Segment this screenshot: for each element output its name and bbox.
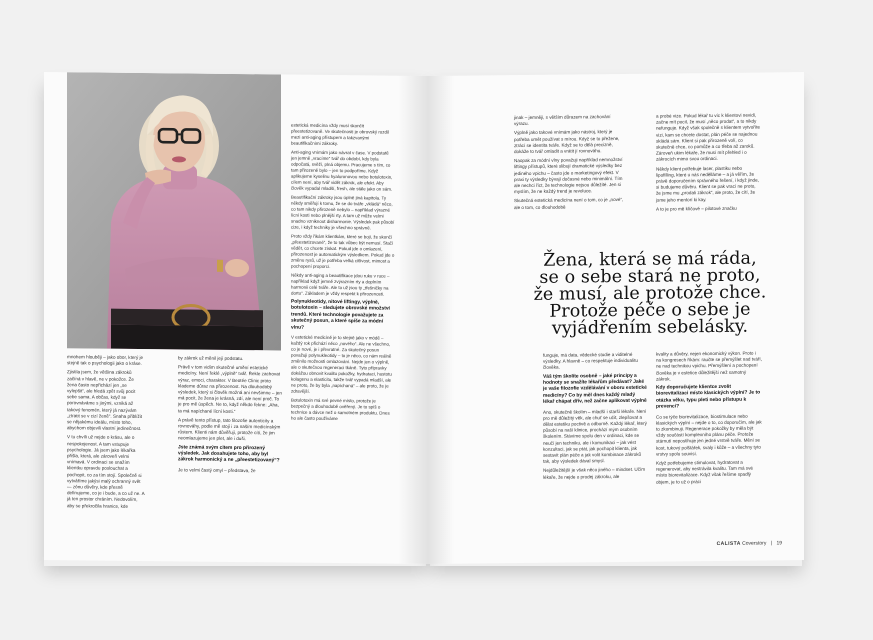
magazine-name: CALISTA — [716, 540, 741, 547]
pull-quote-line: Žena, která se má ráda, — [543, 248, 757, 271]
page-number: 19 — [776, 540, 782, 547]
left-page-column-2 — [178, 355, 282, 477]
paragraph: mnohem hlouběji – jako obor, který je stejně tak o psychologii jako o kráse. — [67, 354, 144, 367]
paragraph: by zákrok už měnil její podstatu. — [178, 355, 244, 362]
left-page — [44, 72, 428, 564]
right-page-column-1-top — [514, 114, 624, 214]
pull-quote — [500, 250, 800, 338]
paragraph: V tu chvíli už nejde o krásu, ale o nespokojenost. A tam vstupuje psychologie. Já jsem jako lékařka přišla, která, ale zároveň velmi vnímavá. V ordinaci se snažím klientku opravdu poslouchat a pochopit, co za tím stojí. Společně si vytváříme jakýsi malý ochranný svět — zónu důvěry, kde přesně definujeme, co je i bude, a co už ne. A já ten prostor chráním. Nedovolím, aby se překročila hranice, kde — [67, 434, 145, 509]
paragraph: Botulotoxin má své pevné místo, protože je bezpečný a dlouhodobě ověřený. Je to spíš o technice a dávce než o samotném produktu. Dnes ho ale často používáme — [291, 397, 390, 422]
page-footer — [717, 540, 782, 547]
paragraph: kvality a důvěry, nejen ekonomický výkon. Proto i na kongresech říkám: raučte se přemýšlet nad tváří, ne nad technikou vpichu. Přemýšlení a pochopení člověka je v estetice důležitější než samotný zákrok. — [656, 350, 762, 382]
paragraph: funguje, má data, vědecké studie a viditelné výsledky. A hlavně – co respektuje individualitu člověka. — [543, 351, 638, 371]
paragraph: jinak – jemněji, s větším důrazem na zachování výrazu. — [514, 114, 611, 127]
interview-question: Polynukleotidy, nitové liftingy, výplně, botulotoxin – sledujete obrovské množství trendů. Které technologie považujete za skutečný posun, a které spíše za módní vlnu? — [291, 299, 390, 331]
paragraph: Co se týče biorevitalizace, biostimulace nebo klasických výplní – nejde o to, co doporučím, ale jak to zkombinuji. Regenerace pokožky by měla být vždy součástí komplexního plánu péče. Protože stárnutí nepostihuje jen jedné vrstvě tváře. Mění se kost, tukový polštářek, svaly i kůže – a všechny tyto vrstvy spolu souvisí. — [656, 413, 762, 457]
pull-quote-line: vyjádřením sebelásky. — [551, 316, 749, 339]
paragraph: Někdy anti-aging a beautifikace jdou ruku v ruce – například když jemně zvýrazním rty a doplním harmonii celé tváře. Ale to už jsou ty „třešničky na dortu“. Základem je vždy respekt k přirozenosti. — [291, 272, 390, 297]
portrait-photo — [67, 72, 281, 350]
left-page-column-3 — [291, 123, 395, 426]
interview-question: Váš tým školíte osobně – jaké principy a hodnoty se snažíte lékařům předávat? Jaké je vaše filozofie vzdělávání v oboru estetické medicíny? Co by měl dnes každý mladý lékař chápat dřív, než začne aplikovat výplně — [543, 373, 647, 406]
section-name: Coverstory — [742, 540, 767, 547]
pull-quote-line: že musí, ale protože chce. — [533, 282, 767, 305]
paragraph: Zjistila jsem, že většina zákroků začíná v hlavě, ne v pokožce. Že žena často nepřichází jen „se vylepšit“, ale hledá zpět svůj pocit sebe sama. A občas, když se porovnáváme s jinými, vzniká až takový fenomén, který já nazývám „ztratit se v cizí ženě“. Snaha přiblížit se nějakému ideálu, místo toho, abychom objevili vlastní jedinečnost. — [67, 369, 143, 432]
paragraph: Beautifikační zákroky jsou úplně jiná kapitola. Ty někdy směřují k tomu, že se do tváře „vkládá“ něco, co tam nikdy přirozeně nebylo – například výrazné lícní kosti nebo plnější rty. A tam už může velmi snadno vzniknout disharmonie. Výsledek pak působí cize, i když techniky je všechno správně. — [291, 194, 395, 231]
paragraph: estetická medicína vždy musí skončit přeestetizovaně. Ve skutečnosti je obrovský rozdíl mezi anti-aging přístupem a takzvanými beautifikačními zákroky. — [291, 122, 390, 147]
paragraph: A to je pro mě klíčové – pilotové značku — [656, 205, 737, 212]
paragraph: Nejdůležitější je však něco jiného – mindset. Učím lékaře, že nejde o prodej zákroku, ale — [543, 467, 646, 480]
right-page-column-2-top — [656, 113, 760, 216]
right-page-column-2-bottom — [656, 351, 762, 489]
paragraph: Když potřebujeme stimulovat, hydratovat a regenerovat, aby nestrávila kvalitu. Tam má své místo biorevitalizace. Když však řešíme spadlý objem, je to už o práci — [656, 459, 753, 485]
paragraph: Je to velmi častý omyl – představa, že — [178, 467, 256, 474]
interview-question: Jste známá svým citem pro přirozený výsledek. Jak dosahujete toho, aby byl zákrok harmonický a ne „přeestetizovaný“? — [178, 445, 280, 464]
portrait-illustration — [67, 72, 281, 350]
interview-question: Kdy doporučujete klientce zvolit biorevitalizaci místo klasických výplní? Je to otázka věku, typu pleti nebo přístupu k prevenci? — [656, 384, 761, 410]
paragraph: A právě tento přístup, tato filozofie autenticity a rovnováhy, podle mě stojí i za naším medicínským růstem. Klienti nám důvěřují, protože cítí, že jim neomlazujeme jen plet, ale i duši. — [178, 417, 281, 442]
paragraph: V estetické medicíně je to stejně jako v módě – každý rok přichází něco „nového“. Ale ne všechno, co je nové, je i převratné. Za skutečný posun považuji polynukleotidy – to je něco, co nám reálně změnilo možnosti omlazování. Nejde jen o výplně, ale o skutečnou regeneraci tkáně. Tyto přípravky dokážou obnovit kvalitu pokožky, hydrataci, hustotu kolagenu a elasticitu, takže tvář vypadá mladší, ale ne proto, že by byla „napíchaná“ – ale proto, že je zdravější. — [291, 334, 392, 394]
pull-quote-line: Protože péče o sebe je — [549, 299, 751, 322]
paragraph: Anti-aging vnímám jako návrat v čase. V podstatě jen jemně „vracíme“ tvář do období, kdy byla odpočatá, svěží, plná objemu. Pracujeme s tím, co tam přirozeně bylo – jen to podpoříme. Když aplikujeme kyselinu hyaluronovou nebo botulotoxin, cílem není, aby tvář vidět zákrok, ale efekt. Aby člověk vypadal mladší, fresh, ale stále jako on sám. — [291, 149, 393, 192]
right-page-column-1-bottom — [543, 352, 647, 484]
paragraph: Výplně jako takové vnímám jako nástroj, který je potřeba umět používat s mírou. Když se to přežene, ztrácí se identita tváře. Když se to dělá precizně, dokáže to tvář omladit a vrátit jí rovnováhu. — [514, 129, 620, 155]
paragraph: Naopak za módní vlny považuji například nemnožství liftingy přístupů, které slibují dramatické výsledky bez jediného vpichu – často jde o marketingový efekt. V praxi ty výsledky bývají dočasné nebo minimální. Tím ale nechci říct, že technologie nejsou důležité. Jen si myslím, že ne každý trend je revoluce. — [514, 157, 623, 195]
left-page-column-1 — [67, 354, 145, 513]
paragraph: a probé vize. Pokud lékař tu víc k klientovi nevidí, začne mít pocit, že musí „něco prodat“, a to nikdy nefunguje. Když však společně s klientem vytvoříte vizi, kam se chcete dostat, plán péče se najednou skládá sám. Klient si pak přirozeně volí, co skutečně chce, co pomůže a co třeba až zaroků. Zároveň ukim lékaře, že musí mít přehled i o zákrocích mimo svou ordinaci. — [656, 112, 760, 163]
right-page — [428, 72, 804, 564]
paragraph: Proto vždy říkám klientkám, které se bojí, že skončí „přeestetizované“, že to tak vůbec být nemusí. Stačí vědět, co chcete získat. Pokud jde o omlazení, přirozenost je automatickým výsledkem. Pokud jde o změnu rysů, už je potřeba velká citlivost, mimost a pochopení proporcí. — [291, 233, 395, 269]
footer-separator: | — [770, 540, 773, 547]
paragraph: Ano, skutečně školím – mladší i starší lékaře. Není pro mě důležitý věk, ale chuť se učit, zlepšovat a dělat estetiku poctivě a odborně. Každý lékař, který působí na naší klinice, prochází mým osobním školením. Stávíme spolu den v ordinaci, kde se neučí jen techniku, ale i komunikaci – jak vést konzultaci, jak se ptát, jak pochopit klienta, jak sestavit plán péče a jak volit kombinace zákroků tak, aby výsledek dával smysl. — [543, 408, 647, 465]
paragraph: Právě v tom vidím skutečné umění estetické medicíny. Není řeklé „výplně“ tvář. Řekle zachovat výraz, emoci, charakter. V Beotée Clinic proto klademe důraz na přirozenost. Na dlouhodobý výsledek, který si člověk možná ani nevšimne – jen má pocit, že žena je krásná, zdí, ale není proč. To je pro mě úspěch. Ne to, když někdo řekne: „Aha, ta má napíchané lícní kosti.“ — [178, 364, 282, 414]
pull-quote-line: se o sebe stará ne proto, — [539, 265, 761, 288]
paragraph: Skutečná estetická medicína není o tom, co je „nové“, ale o tom, co dlouhodobě — [514, 197, 624, 210]
paragraph: Někdy klient potřebuje laser, plastiku nebo lipofilling, které u nás nedělláme – a já věřím, že právě doporučením správného řešení, i když jinde, si budujeme důvěru. Klient se pak vrací ne proto, že jsme mu „prodali zákrok“, ale proto, že cítí, že jsme jeho mentorí ki kay. — [656, 165, 759, 203]
